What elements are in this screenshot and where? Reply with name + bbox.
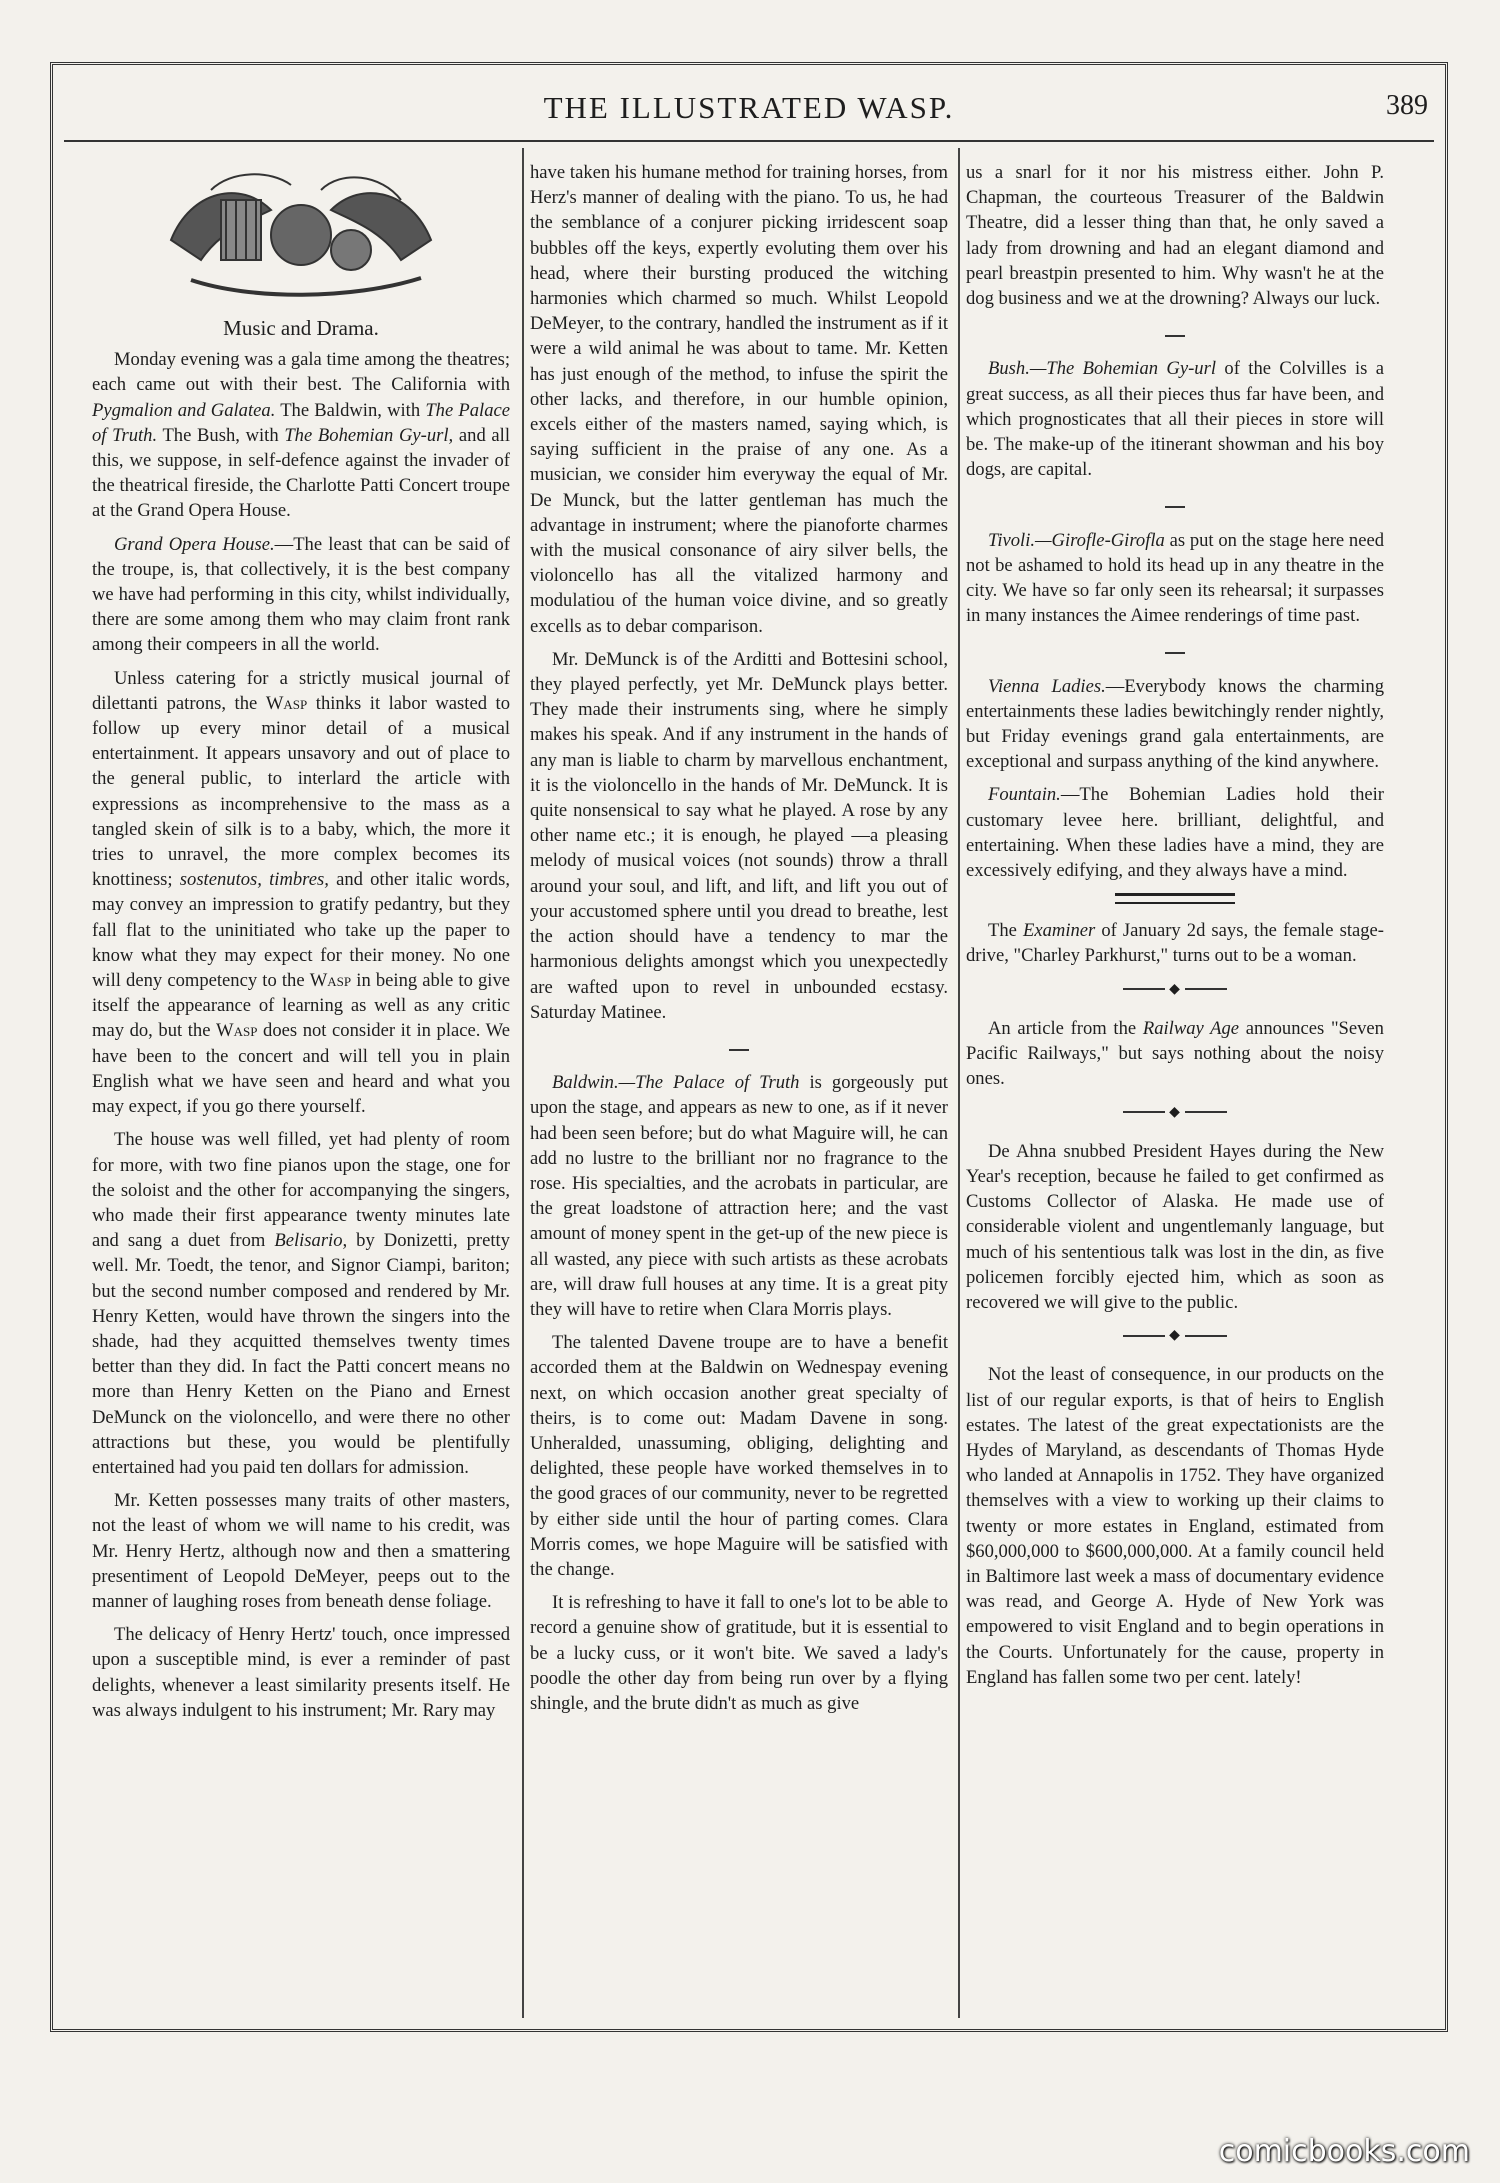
paragraph: It is refreshing to have it fall to one's lot to be able to record a genuine show of gratitude, but it is essential to be a lucky cuss, or it won't bite. We saved a lady's poodle the other day from being run over by a flying shingle, and the brute didn't as much as give [530, 1592, 948, 1714]
section-title: Music and Drama. [223, 316, 379, 340]
page-title: THE ILLUSTRATED WASP. [543, 90, 955, 125]
paragraph: De Ahna snubbed President Hayes during the New Year's reception, because he failed to get confirmed as Customs Collector of Alaska. He made use of considerable violent and ungentlemanly language, but much of his sententious talk was lost in the din, as five policemen forcibly ejected him, which as soon as recovered we will give to the public. [966, 1140, 1384, 1313]
paragraph: Tivoli.—Girofle-Girofla as put on the stage here need not be ashamed to hold its head up in any theatre in the city. We have so far only seen its rehearsal; it surpasses in many instances the Aimee renderings of time past. [966, 529, 1384, 627]
paragraph: Fountain.—The Bohemian Ladies hold their customary levee here. brilliant, delightful, and entertaining. When these ladies have a mind, they are excessively edifying, and they always have a mind. [966, 784, 1384, 882]
watermark: comicbooks.com [1218, 2134, 1470, 2169]
ornamental-divider: ◆ [966, 977, 1384, 1002]
paragraph: Bush.—The Bohemian Gy-url of the Colvilles is a great success, as all their pieces thus far have been, and which prognosticates that all their pieces in store will be. The make-up of the itinerant showman and his boy dogs, are capital. [966, 358, 1384, 481]
paragraph: An article from the Railway Age announces "Seven Pacific Railways," but says nothing about the noisy ones. [966, 1017, 1384, 1090]
paragraph: Mr. Ketten possesses many traits of other masters, not the least of whom we will name to his credit, was Mr. Henry Hertz, although now and then a smattering presentiment of Leopold DeMeyer, peeps out to the manner of laughing roses from beneath dense foliage. [92, 1490, 510, 1612]
paragraph: Grand Opera House.—The least that can be said of the troupe, is, that collectively, it is the best company we have had performing in this city, whilst individually, there are some among them who may claim front rank among their compeers in all the world. [92, 533, 510, 656]
paragraph: Baldwin.—The Palace of Truth is gorgeously put upon the stage, and appears as new to one, as if it never had been seen before; but do what Maguire will, he can add no lustre to the brilliant nor no fragrance to the rose. His specialties, and the acrobats in particular, are the great loadstone of attraction here; and the vast amount of money spent in the get-up of the new piece is all wasted, any piece with such artists as these acrobats are, will draw full houses at any time. It is a great pity they will have to retire when Clara Morris plays. [530, 1072, 948, 1320]
paragraph: The house was well filled, yet had plenty of room for more, with two fine pianos upon the stage, one for the soloist and the other for accompanying the singers, who made their first appearance twenty minutes late and sang a duet from Belisario, by Donizetti, pretty well. Mr. Toedt, the tenor, and Signor Ciampi, bariton; but the second number composed and rendered by Mr. Henry Ketten, would have thrown the singers into the shade, had they acquitted themselves twenty times better than they did. In fact the Patti concert means no more than Henry Ketten on the Piano and Ernest DeMunck on the violoncello, and were there no other attractions but these, you would be plentifully entertained had you paid ten dollars for admission. [92, 1129, 510, 1478]
column-rule [958, 148, 960, 2018]
paragraph: have taken his humane method for training horses, from Herz's manner of dealing with the piano. To us, he had the semblance of a conjurer picking irridescent soap bubbles off the keys, expertly evoluting them over his head, where their bursting produced the witching harmonies which charmed so much. Whilst Leopold DeMeyer, to the contrary, handled the instrument as if it were a wild animal he was about to tame. Mr. Ketten has just enough of the method, to infuse the spirit the other lacks, and therefore, in our humble opinion, excels either of the masters named, saying which, is saying sufficient in the praise of any one. As a musician, we consider him everyway the equal of Mr. De Munck, but the latter gentleman has much the advantage in instrument; where the pianoforte charmes with the musical consonance of airy silver bells, the violoncello has all the vitalized harmony and modulatiou of the human voice divine, and so greatly excells as to debar comparison. [530, 162, 948, 637]
column-rule [522, 148, 524, 2018]
paragraph: Monday evening was a gala time among the theatres; each came out with their best. The California with Pygmalion and Galatea. The Baldwin, with The Palace of Truth. The Bush, with The Bohemian Gy-url, and all this, we suppose, in self-defence against the invader of the theatrical fireside, the Charlotte Patti Concert troupe at the Grand Opera House. [92, 349, 511, 522]
column-2 [530, 160, 948, 1724]
divider [530, 1033, 948, 1058]
lyre-ornament-icon [151, 160, 451, 310]
paragraph: The Examiner of January 2d says, the female stage-drive, "Charley Parkhurst," turns out to be a woman. [966, 920, 1384, 967]
column-1 [92, 160, 510, 1731]
column-3 [966, 160, 1384, 1698]
paragraph: Mr. DeMunck is of the Arditti and Bottesini school, they played perfectly, yet Mr. DeMunck plays better. They made their instruments sing, where he simply makes his speak. And if any instrument in the hands of any man is liable to charm by marvellous enchantment, it is the violoncello in the hands of Mr. DeMunck. It is quite nonsensical to say what he played. A rose by any other name etc.; it is enough, he played —a pleasing melody of musical voices (not sounds) throw a thrall around your soul, and lift, and lift, and lift you out of your accustomed sphere until you dread to breathe, lest the action should have a tendency to mar the harmonious delights amongst which you unexpectedly are wafted upon to revel in unbounded ecstasy. Saturday Matinee. [530, 648, 948, 1023]
page-number: 389 [1386, 90, 1428, 121]
page-header [64, 82, 1434, 142]
divider [966, 636, 1384, 661]
paragraph: Not the least of consequence, in our products on the list of our regular exports, is that of heirs to English estates. The latest of the great expectationists are the Hydes of Maryland, as descendants of Thomas Hyde who landed at Annapolis in 1752. They have organized themselves with a view to working up their claims to twenty or more estates in England, estimated from $60,000,000 to $600,000,000. At a family council held in Baltimore last week a mass of documentary evidence was read, and George A. Hyde of New York was empowered to visit England and to begin operations in the Courts. Unfortunately for the cause, property in England has fallen some two per cent. lately! [966, 1364, 1384, 1688]
paragraph: The talented Davene troupe are to have a benefit accorded them at the Baldwin on Wednespay evening next, on which occasion another great specialty of theirs, is to come out: Madam Davene in song. Unheralded, unassuming, obliging, delighting and delighted, these people have worked themselves in to the good graces of our community, never to be regretted by either side until the hour of parting comes. Clara Morris comes, we hope Maguire will be satisfied with the change. [530, 1332, 948, 1580]
paragraph: Unless catering for a strictly musical journal of dilettanti patrons, the Wasp thinks it labor wasted to follow up every minor detail of a musical entertainment. It appears unsavory and out of place to the general public, to interlard the article with expressions as incomprehensive to the mass as a tangled skein of silk is to a baby, which, the more it tries to unravel, the more complex becomes its knottiness; sostenutos, timbres, and other italic words, may convey an impression to gratify pedantry, but they fall flat to the uninitiated who take up the paper to know what they may expect for their money. No one will deny competency to the Wasp in being able to give itself the appearance of learning as well as any critic may do, but the Wasp does not consider it in place. We have been to the concert and will tell you in plain English what we have seen and heard and what you may expect, if you go there yourself. [92, 667, 511, 1118]
ornamental-divider: ◆ [966, 1100, 1384, 1125]
divider [966, 319, 1384, 344]
paragraph: Vienna Ladies.—Everybody knows the charming entertainments these ladies bewitchingly render nightly, but Friday evenings grand gala entertainments, are exceptional and surpass anything of the kind anywhere. [966, 675, 1384, 773]
ornamental-divider: ◆ [966, 1323, 1384, 1348]
double-rule-divider [1115, 893, 1235, 904]
divider [966, 490, 1384, 515]
paragraph: The delicacy of Henry Hertz' touch, once impressed upon a susceptible mind, is ever a reminder of past delights, whenever a least similarity presents itself. He was always indulgent to his instrument; Mr. Rary may [92, 1624, 510, 1721]
paragraph: us a snarl for it nor his mistress either. John P. Chapman, the courteous Treasurer of the Baldwin Theatre, did a lesser thing than that, he only saved a lady from drowning and had an elegant diamond and pearl breastpin presented to him. Why wasn't he at the dog business and we at the drowning? Always our luck. [966, 162, 1384, 310]
